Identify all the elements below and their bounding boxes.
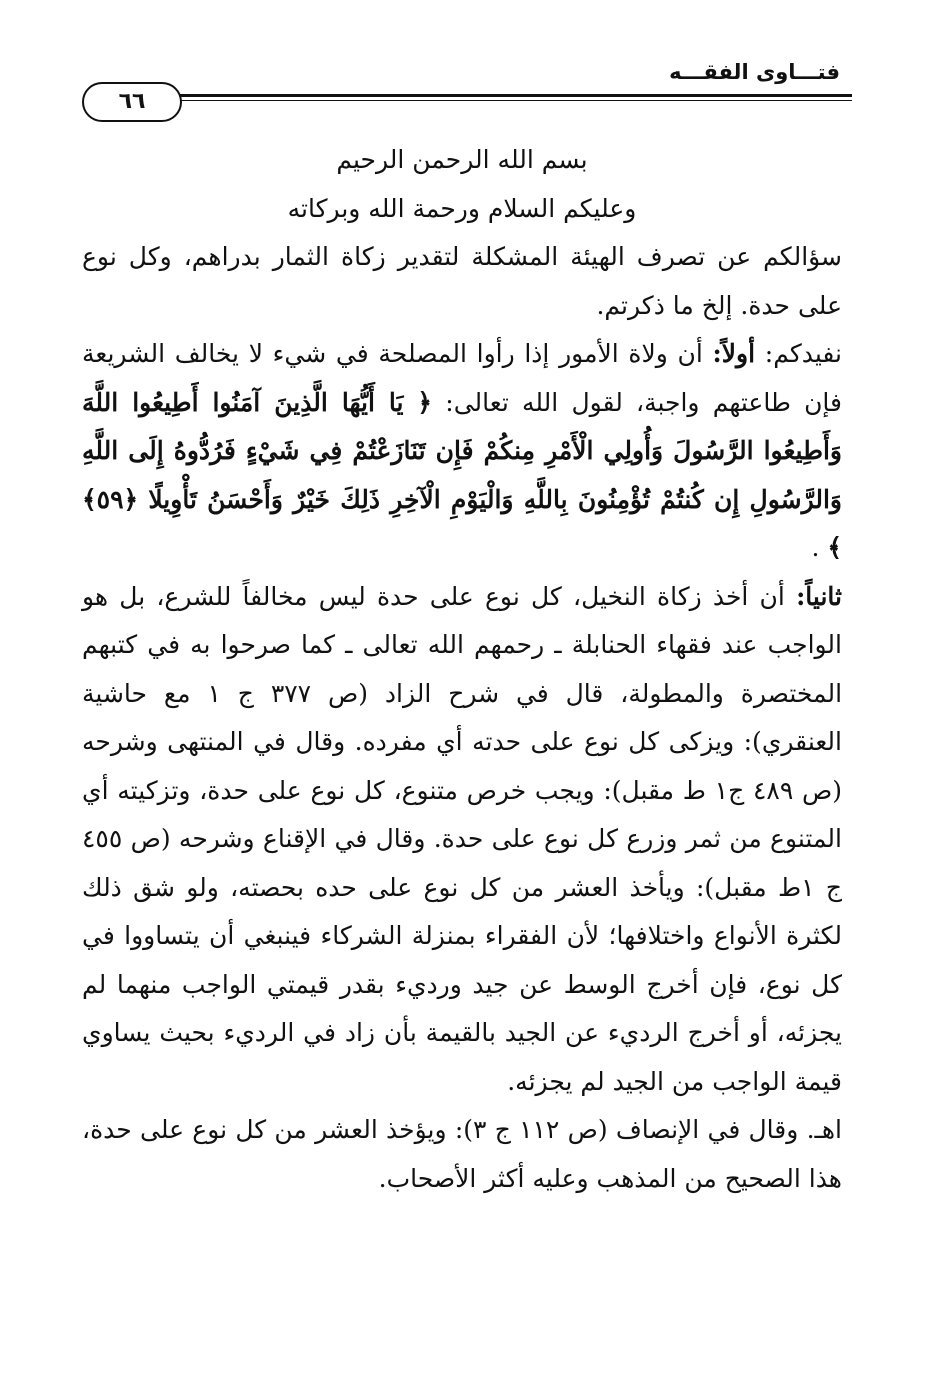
page-body: [82, 136, 842, 1203]
header-rule: [152, 94, 852, 101]
second-label: ثانياً:: [796, 581, 842, 611]
second-text: أن أخذ زكاة النخيل، كل نوع على حدة ليس مخالفاً للشرع، بل هو الواجب عند فقهاء الحنابلة ـ رحمهم الله تعالى ـ كما صرحوا به في كتبهم المختصرة والمطولة، قال في شرح الزاد (ص ٣٧٧ ج ١ مع حاشية العنقري): ويزكى كل نوع على حدته أي مفرده. وقال في المنتهى وشرحه (ص ٤٨٩ ج١ ط مقبل): ويجب خرص متنوع، كل نوع على حدة، وتزكيته أي المتنوع من ثمر وزرع كل نوع على حدة. وقال في الإقناع وشرحه (ص ٤٥٥ ج ١ط مقبل): ويأخذ العشر من كل نوع على حده بحصته، ولو شق ذلك لكثرة الأنواع واختلافها؛ لأن الفقراء بمنزلة الشركاء فينبغي أن يتساووا في كل نوع، فإن أخرج الوسط عن جيد ورديء بقدر قيمتي الواجب منهما لم يجزئه، أو أخرج الرديء عن الجيد بالقيمة بأن زاد في الرديء بحيث يساوي قيمة الواجب من الجيد لم يجزئه.: [82, 581, 843, 1096]
paragraph-lead: نفيدكم:: [764, 339, 843, 368]
page-header: [72, 56, 852, 116]
first-label: أولاً:: [712, 339, 756, 368]
intro-paragraph: سؤالكم عن تصرف الهيئة المشكلة لتقدير زكاة الثمار بدراهم، وكل نوع على حدة. إلخ ما ذكرتم.: [82, 242, 842, 320]
paragraph-first: [82, 330, 842, 573]
paragraph-second: [82, 573, 842, 1107]
first-end: .: [811, 533, 820, 562]
book-title: فتـــاوى الفقـــه: [669, 60, 840, 84]
paragraph-third: اهـ. وقال في الإنصاف (ص ١١٢ ج ٣): ويؤخذ العشر من كل نوع على حدة، هذا الصحيح من المذهب وعليه أكثر الأصحاب.: [82, 1115, 842, 1193]
page-number: ٦٦: [82, 82, 182, 122]
quran-verse: ﴿ يَا أَيُّهَا الَّذِينَ آمَنُوا أَطِيعُوا اللَّهَ وَأَطِيعُوا الرَّسُولَ وَأُولِي الْأَمْرِ مِنكُمْ فَإِن تَنَازَعْتُمْ فِي شَيْءٍ فَرُدُّوهُ إِلَى اللَّهِ وَالرَّسُولِ إِن كُنتُمْ تُؤْمِنُونَ بِاللَّهِ وَالْيَوْمِ الْآخِرِ ذَلِكَ خَيْرٌ وَأَحْسَنُ تَأْوِيلًا ﴿٥٩﴾ ﴾: [82, 387, 842, 562]
greeting: وعليكم السلام ورحمة الله وبركاته: [287, 193, 637, 223]
first-text: أن ولاة الأمور إذا رأوا المصلحة في شيء لا يخالف الشريعة فإن طاعتهم واجبة، لقول الله تعالى:: [82, 339, 842, 417]
basmala: بسم الله الرحمن الرحيم: [336, 145, 588, 174]
